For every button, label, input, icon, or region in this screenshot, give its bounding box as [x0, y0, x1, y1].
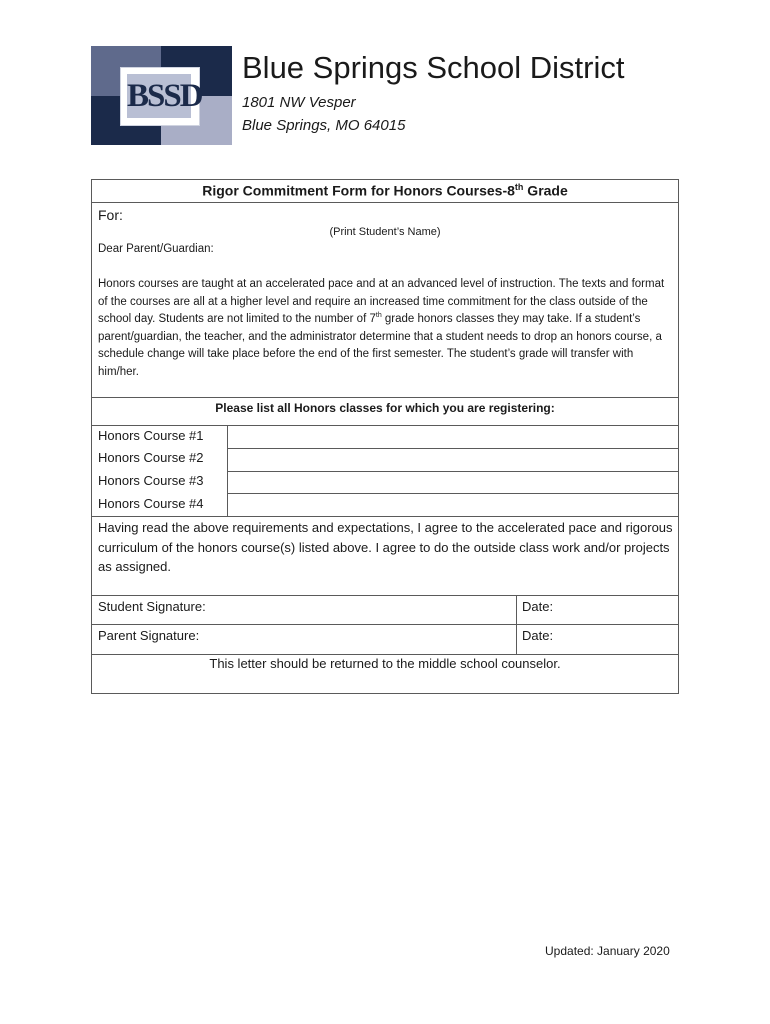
greeting: Dear Parent/Guardian: [98, 243, 214, 255]
course-label-1: Honors Course #1 [98, 428, 204, 443]
course-label-3: Honors Course #3 [98, 473, 204, 488]
signature-row-divider [92, 624, 678, 625]
footer-row-divider [92, 654, 678, 655]
logo-badge [120, 67, 200, 126]
district-logo [91, 46, 232, 145]
course-row-divider [227, 493, 679, 494]
course-label-4: Honors Course #4 [98, 496, 204, 511]
course-row-divider [227, 448, 679, 449]
agreement-statement: Having read the above requirements and expectations, I agree to the accelerated pace and rigorous curriculum of the honors course(s) listed above. I agree to do the outside class work and/or projects as assigned. [98, 520, 673, 574]
signature-divider [92, 595, 678, 596]
course-row-divider [227, 471, 679, 472]
address-line-2: Blue Springs, MO 64015 [242, 117, 406, 134]
form-title: Rigor Commitment Form for Honors Courses-8th Grade [202, 182, 568, 199]
course-list-end-divider [92, 516, 678, 517]
title-divider [92, 202, 678, 203]
parent-signature-label: Parent Signature: [98, 628, 200, 643]
print-name-hint: (Print Student’s Name) [329, 226, 441, 238]
return-note: This letter should be returned to the middle school counselor. [209, 656, 561, 671]
district-name: Blue Springs School District [242, 50, 625, 85]
course-column-divider [227, 425, 228, 516]
student-signature-label: Student Signature: [98, 599, 206, 614]
parent-date-label: Date: [522, 628, 554, 643]
date-column-divider [516, 595, 517, 654]
course-row-divider [92, 425, 678, 426]
updated-date: Updated: January 2020 [545, 944, 670, 958]
course-label-2: Honors Course #2 [98, 450, 204, 465]
policy-paragraph: Honors courses are taught at an accelerated pace and at an advanced level of instruction. The texts and format of the courses are all at a higher level and require an increased time commitment for the class outside of the school day. Students are not limited to the number of 7th grade honors classes they may take. If a student’s parent/guardian, the teacher, and the administrator determine that a student needs to drop an honors course, a schedule change will take place before the end of the first semester. The student’s grade will transfer with him/her. [98, 278, 665, 378]
student-date-label: Date: [522, 599, 554, 614]
section-divider [92, 397, 678, 398]
logo-monogram: BSSD [127, 74, 191, 118]
for-label: For: [98, 207, 123, 223]
address-line-1: 1801 NW Vesper [242, 94, 356, 111]
commitment-form [91, 179, 679, 694]
course-list-heading: Please list all Honors classes for which you are registering: [215, 401, 555, 415]
